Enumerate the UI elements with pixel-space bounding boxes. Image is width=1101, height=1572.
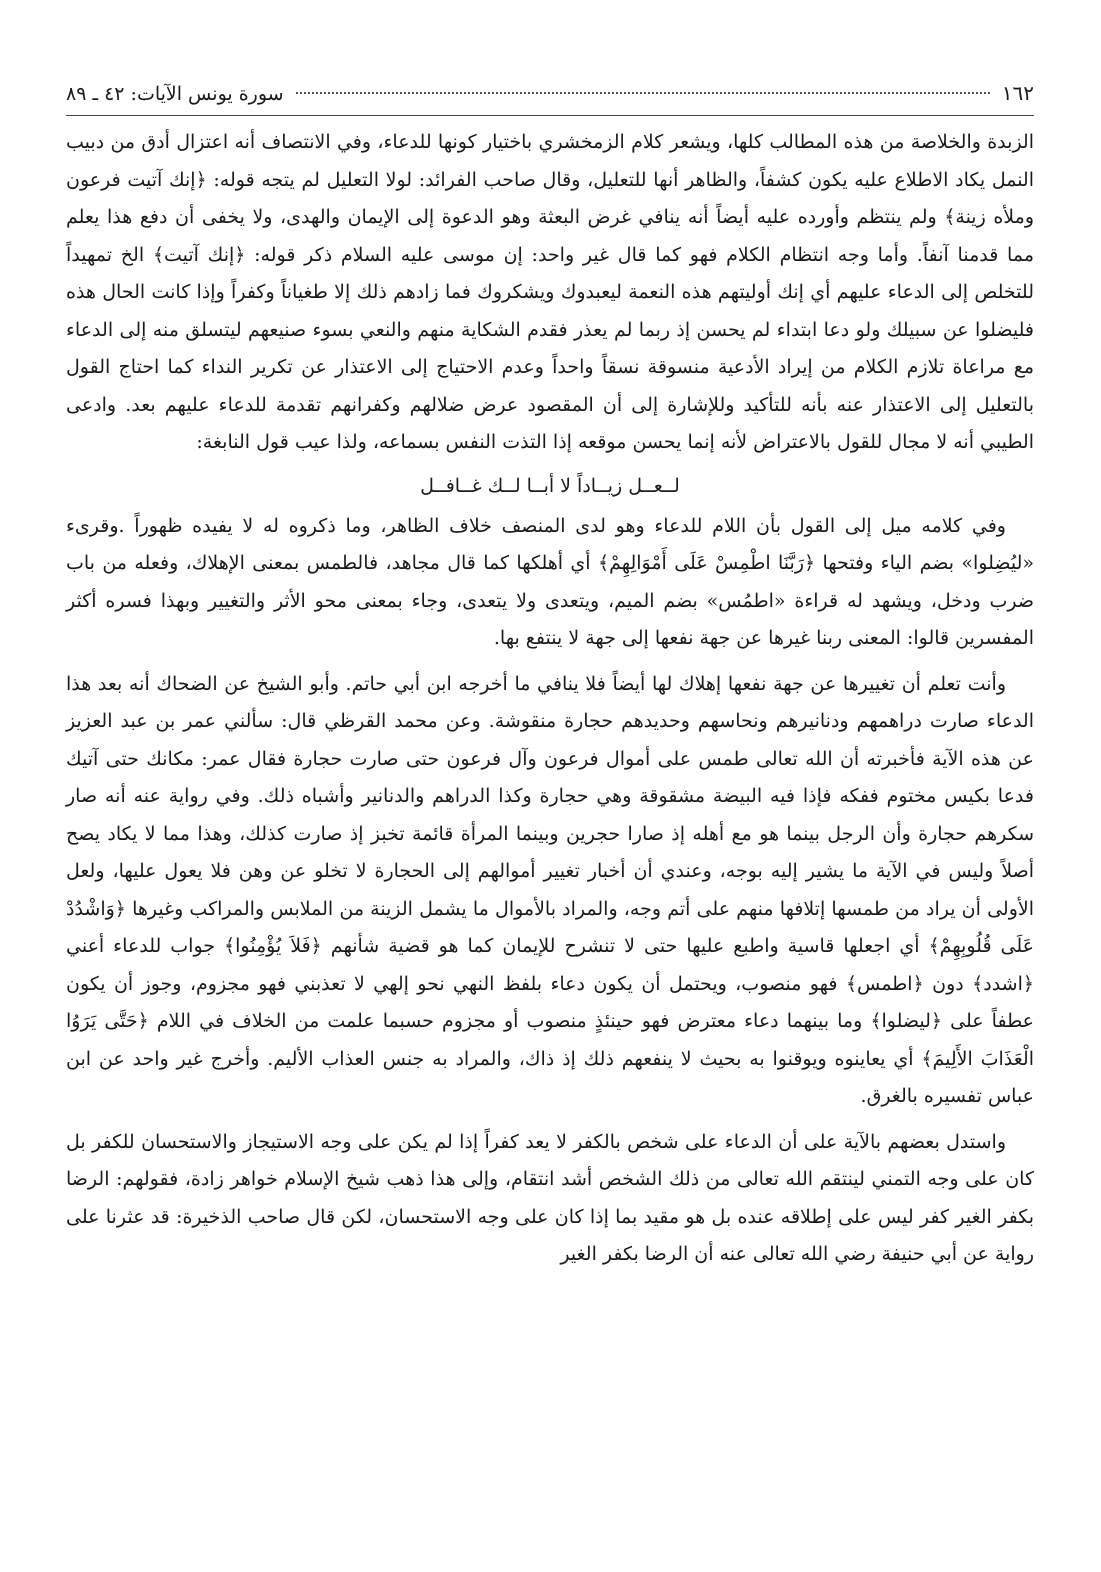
page-number: ١٦٢ <box>1001 81 1034 105</box>
header-dotted-leader <box>296 92 990 94</box>
page-header <box>66 78 1034 116</box>
poetry-verse: لــعــل زيــاداً لا أبــا لــك غــافــل <box>420 474 680 497</box>
running-title: سورة يونس الآيات: ٤٢ ـ ٨٩ <box>66 83 284 105</box>
document-page <box>66 78 1034 1274</box>
paragraph-2: وفي كلامه ميل إلى القول بأن اللام للدعاء وهو لدى المنصف خلاف الظاهر، وما ذكروه له لا يفيده ظهوراً .وقرىء «ليُضِلوا» بضم الياء وفتحها ﴿رَبَّنَا اطْمِسْ عَلَى أَمْوَالِهِمْ﴾ أي أهلكها كما قال مجاهد، فالطمس بمعنى الإهلاك، وفعله من باب ضرب ودخل، ويشهد له قراءة «اطمُس» بضم الميم، ويتعدى ولا يتعدى، وجاء بمعنى محو الأثر والتغيير وبهذا فسره أكثر المفسرين قالوا: المعنى ربنا غيرها عن جهة نفعها إلى جهة لا ينتفع بها. <box>66 514 1034 649</box>
paragraph-4: واستدل بعضهم بالآية على أن الدعاء على شخص بالكفر لا يعد كفراً إذا لم يكن على وجه الاستيجاز والاستحسان للكفر بل كان على وجه التمني لينتقم الله تعالى من ذلك الشخص أشد انتقام، وإلى هذا ذهب شيخ الإسلام خواهر زادة، فقولهم: الرضا بكفر الغير كفر ليس على إطلاقه عنده بل هو مقيد بما إذا كان على وجه الاستحسان، لكن قال صاحب الذخيرة: قد عثرنا على رواية عن أبي حنيفة رضي الله تعالى عنه أن الرضا بكفر الغير <box>66 1130 1034 1265</box>
body-text <box>66 124 1034 1274</box>
paragraph-3: وأنت تعلم أن تغييرها عن جهة نفعها إهلاك لها أيضاً فلا ينافي ما أخرجه ابن أبي حاتم. وأبو الشيخ عن الضحاك أنه بعد هذا الدعاء صارت دراهمهم ودنانيرهم ونحاسهم وحديدهم حجارة منقوشة. وعن محمد القرظي قال: سألني عمر بن عبد العزيز عن هذه الآية فأخبرته أن الله تعالى طمس على أموال فرعون وآل فرعون حتى صارت حجارة فقال عمر: مكانك حتى آتيك فدعا بكيس مختوم ففكه فإذا فيه البيضة مشقوقة وهي حجارة وكذا الدراهم والدنانير وأشباه ذلك. وفي رواية عنه أنه صار سكرهم حجارة وأن الرجل بينما هو مع أهله إذ صارا حجرين وبينما المرأة قائمة تخبز إذ صارت كذلك، وهذا مما لا يكاد يصح أصلاً وليس في الآية ما يشير إليه بوجه، وعندي أن أخبار تغيير أموالهم إلى الحجارة لا تخلو عن وهن فلا يعول عليها، ولعل الأولى أن يراد من طمسها إتلافها منهم على أتم وجه، والمراد بالأموال ما يشمل الزينة من الملابس والمراكب وغيرها ﴿وَاشْدُدْ عَلَى قُلُوبِهِمْ﴾ أي اجعلها قاسية واطبع عليها حتى لا تنشرح للإيمان كما هو قضية شأنهم ﴿فَلاَ يُؤْمِنُوا﴾ جواب للدعاء أعني ﴿اشدد﴾ دون ﴿اطمس﴾ فهو منصوب، ويحتمل أن يكون دعاء بلفظ النهي نحو إلهي لا تعذبني فهو مجزوم، وجوز أن يكون عطفاً على ﴿ليضلوا﴾ وما بينهما دعاء معترض فهو حينئذٍ منصوب أو مجزوم حسبما علمت من الخلاف في اللام ﴿حَتَّى يَرَوُا الْعَذَابَ الأَلِيمَ﴾ أي يعاينوه ويوقنوا به بحيث لا ينفعهم ذلك إذ ذاك، والمراد به جنس العذاب الأليم. وأخرج غير واحد عن ابن عباس تفسيره بالغرق. <box>66 672 1034 1107</box>
paragraph-1: الزبدة والخلاصة من هذه المطالب كلها، ويشعر كلام الزمخشري باختيار كونها للدعاء، وفي الانتصاف أنه اعتزال أدق من دبيب النمل يكاد الاطلاع عليه يكون كشفاً، والظاهر أنها للتعليل، وقال صاحب الفرائد: لولا التعليل لم يتجه قوله: ﴿إنك آتيت فرعون وملأه زينة﴾ ولم ينتظم وأورده عليه أيضاً أنه ينافي غرض البعثة وهو الدعوة إلى الإيمان والهدى، ولا يخفى أن دفع هذا يعلم مما قدمنا آنفاً. وأما وجه انتظام الكلام فهو كما قال غير واحد: إن موسى عليه السلام ذكر قوله: ﴿إنك آتيت﴾ الخ تمهيداً للتخلص إلى الدعاء عليهم أي إنك أوليتهم هذه النعمة ليعبدوك ويشكروك فما زادهم ذلك إلا طغياناً وكفراً وإذا كانت الحال هذه فليضلوا عن سبيلك ولو دعا ابتداء لم يحسن إذ ربما لم يعذر فقدم الشكاية منهم والنعي بسوء صنيعهم ليتسلق منه إلى الدعاء مع مراعاة تلازم الكلام من إيراد الأدعية منسوقة نسقاً واحداً وعدم الاحتياج إلى الاعتذار عن تكرير النداء كما احتاج القول بالتعليل إلى الاعتذار عنه بأنه للتأكيد وللإشارة إلى أن المقصود عرض ضلالهم وكفرانهم تقدمة للدعاء عليهم بعد. وادعى الطيبي أنه لا مجال للقول بالاعتراض لأنه إنما يحسن موقعه إذا التذت النفس بسماعه، ولذا عيب قول النابغة: <box>66 131 1035 453</box>
